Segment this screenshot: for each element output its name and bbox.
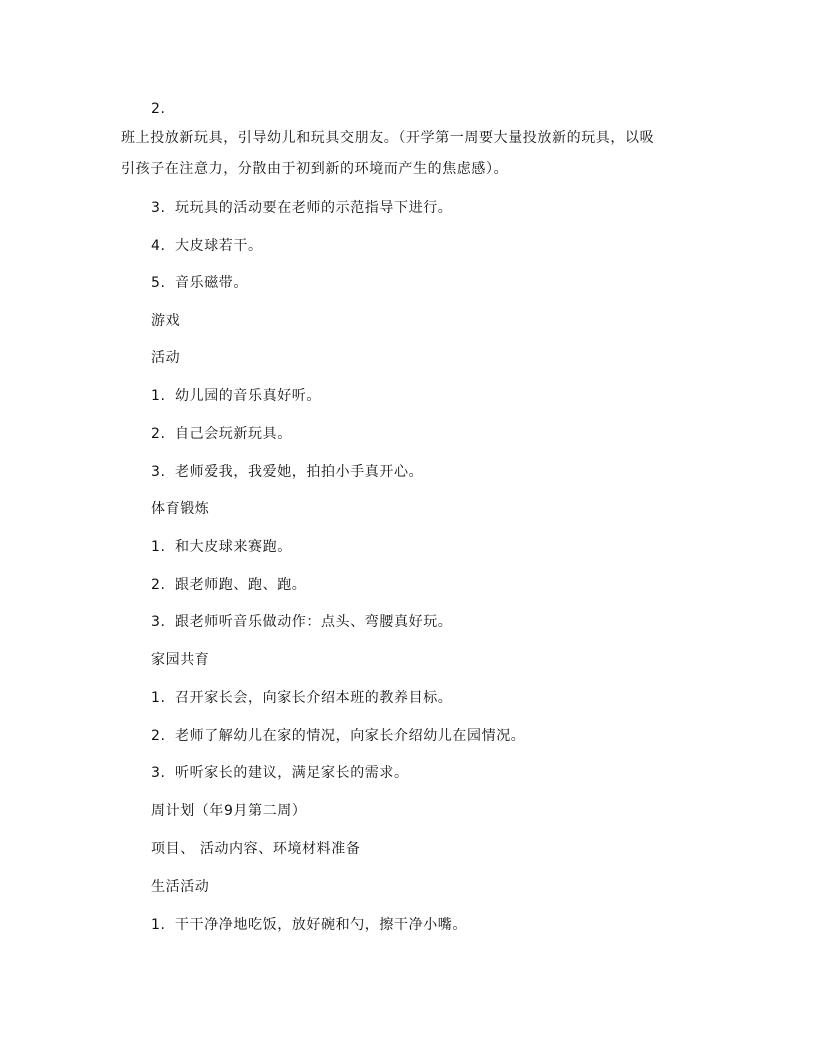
list-item-number: 5. <box>151 275 166 291</box>
heading-life-activities: 生活活动 <box>151 879 210 895</box>
home-item <box>151 726 525 746</box>
list-item-text: 召开家长会，向家长介绍本班的教养目标。 <box>175 690 453 706</box>
list-item-text: 自己会玩新玩具。 <box>175 426 292 442</box>
list-item-text: 干干净净地吃饭，放好碗和勺，擦干净小嘴。 <box>175 917 467 933</box>
activity-item <box>151 386 321 406</box>
activity-item <box>151 424 292 444</box>
list-item-text: 听听家长的建议，满足家长的需求。 <box>175 765 409 781</box>
plan-columns: 项目、 活动内容、环境材料准备 <box>151 841 361 857</box>
list-item-number: 2. <box>151 426 166 442</box>
list-item-number: 2. <box>151 577 166 593</box>
activity-item <box>151 462 423 482</box>
list-item-number: 4. <box>151 238 166 254</box>
list-item-text: 玩玩具的活动要在老师的示范指导下进行。 <box>175 200 453 216</box>
list-item-number: 1. <box>151 917 166 933</box>
list-item-text: 幼儿园的音乐真好听。 <box>175 388 321 404</box>
list-item-text: 老师爱我，我爱她，拍拍小手真开心。 <box>175 464 424 480</box>
list-item-4 <box>151 236 263 256</box>
list-item-text: 老师了解幼儿在家的情况，向家长介绍幼儿在园情况。 <box>175 728 526 744</box>
paragraph-line-1: 班上投放新玩具，引导幼儿和玩具交朋友。（开学第一周要大量投放新的玩具，以吸 <box>121 130 655 146</box>
list-item-text: 音乐磁带。 <box>175 275 248 291</box>
heading-physical-exercise: 体育锻炼 <box>151 501 210 517</box>
life-item <box>151 915 467 935</box>
heading-games: 游戏 <box>151 313 181 329</box>
list-item-number: 3. <box>151 464 166 480</box>
pe-item <box>151 612 452 632</box>
list-item-5 <box>151 273 248 293</box>
list-item-number: 1. <box>151 539 166 555</box>
list-item-number: 2. <box>151 728 166 744</box>
pe-item <box>151 575 306 595</box>
paragraph-line-2: 引孩子在注意力，分散由于初到新的环境而产生的焦虑感）。 <box>121 161 509 177</box>
list-item-text: 和大皮球来赛跑。 <box>175 539 292 555</box>
heading-home-cooperation: 家园共育 <box>151 652 210 668</box>
pe-item <box>151 537 292 557</box>
list-item-text: 跟老师跑、跑、跑。 <box>175 577 307 593</box>
heading-activities: 活动 <box>151 350 181 366</box>
home-item <box>151 763 409 783</box>
home-item <box>151 688 452 708</box>
list-item-text: 跟老师听音乐做动作：点头、弯腰真好玩。 <box>175 614 453 630</box>
list-number-2: 2. <box>151 101 166 117</box>
list-item-number: 1. <box>151 388 166 404</box>
list-item-number: 1. <box>151 690 166 706</box>
list-item-number: 3. <box>151 614 166 630</box>
list-item-text: 大皮球若干。 <box>175 238 263 254</box>
list-item-number: 3. <box>151 200 166 216</box>
list-item-number: 3. <box>151 765 166 781</box>
week-plan-title: 周计划（年9月第二周） <box>151 803 307 819</box>
list-item-3 <box>151 198 452 218</box>
